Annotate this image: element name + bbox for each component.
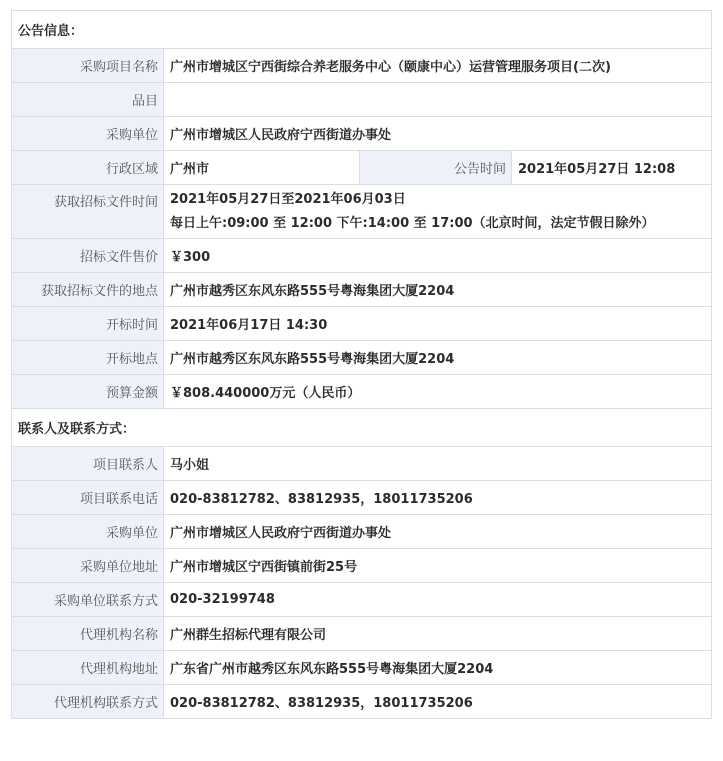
label-budget: 预算金额 [12, 375, 164, 409]
value-budget: ￥808.440000万元（人民币） [164, 375, 712, 409]
label-purchaser: 采购单位 [12, 117, 164, 151]
label-publish-time: 公告时间 [360, 151, 512, 185]
row-region-and-time [12, 151, 712, 185]
row-category [12, 83, 712, 117]
row-contact-phone [12, 481, 712, 515]
label-contact-person: 项目联系人 [12, 447, 164, 481]
row-agency-name [12, 617, 712, 651]
row-purchaser-address [12, 549, 712, 583]
row-doc-place [12, 273, 712, 307]
label-agency-address: 代理机构地址 [12, 651, 164, 685]
doc-time-daily-hours: 每日上午:09:00 至 12:00 下午:14:00 至 17:00（北京时间，法定节假日除外） [170, 215, 655, 231]
section-title-contact: 联系人及联系方式： [12, 409, 712, 447]
row-contact-person [12, 447, 712, 481]
section-title-notice: 公告信息： [12, 11, 712, 49]
row-purchaser-contact [12, 583, 712, 617]
label-purchaser-2: 采购单位 [12, 515, 164, 549]
label-agency-contact: 代理机构联系方式 [12, 685, 164, 719]
label-purchaser-address: 采购单位地址 [12, 549, 164, 583]
row-open-time [12, 307, 712, 341]
label-contact-phone: 项目联系电话 [12, 481, 164, 515]
value-purchaser-2: 广州市增城区人民政府宁西街道办事处 [164, 515, 712, 549]
announcement-info-table [11, 10, 712, 719]
row-project-name [12, 49, 712, 83]
value-open-place: 广州市越秀区东风东路555号粤海集团大厦2204 [164, 341, 712, 375]
value-category [164, 83, 712, 117]
row-open-place [12, 341, 712, 375]
value-purchaser-contact: 020-32199748 [164, 583, 712, 617]
announcement-info-table-container [11, 10, 711, 719]
label-category: 品目 [12, 83, 164, 117]
value-agency-contact: 020-83812782、83812935，18011735206 [164, 685, 712, 719]
row-purchaser [12, 117, 712, 151]
label-open-place: 开标地点 [12, 341, 164, 375]
row-agency-contact [12, 685, 712, 719]
value-agency-address: 广东省广州市越秀区东风东路555号粤海集团大厦2204 [164, 651, 712, 685]
value-purchaser: 广州市增城区人民政府宁西街道办事处 [164, 117, 712, 151]
value-agency-name: 广州群生招标代理有限公司 [164, 617, 712, 651]
value-contact-phone: 020-83812782、83812935，18011735206 [164, 481, 712, 515]
row-agency-address [12, 651, 712, 685]
value-doc-time [164, 185, 712, 239]
label-purchaser-contact: 采购单位联系方式 [12, 583, 164, 617]
label-doc-price: 招标文件售价 [12, 239, 164, 273]
value-region: 广州市 [164, 151, 360, 185]
value-open-time: 2021年06月17日 14:30 [164, 307, 712, 341]
value-doc-price: ￥300 [164, 239, 712, 273]
row-doc-time [12, 185, 712, 239]
label-doc-time: 获取招标文件时间 [12, 185, 164, 239]
value-publish-time: 2021年05月27日 12:08 [512, 151, 712, 185]
row-budget [12, 375, 712, 409]
value-purchaser-address: 广州市增城区宁西街镇前街25号 [164, 549, 712, 583]
label-doc-place: 获取招标文件的地点 [12, 273, 164, 307]
value-contact-person: 马小姐 [164, 447, 712, 481]
section-header-contact [12, 409, 712, 447]
doc-time-date-range: 2021年05月27日至2021年06月03日 [170, 191, 406, 207]
row-doc-price [12, 239, 712, 273]
label-open-time: 开标时间 [12, 307, 164, 341]
label-project-name: 采购项目名称 [12, 49, 164, 83]
value-project-name: 广州市增城区宁西街综合养老服务中心（颐康中心）运营管理服务项目(二次) [164, 49, 712, 83]
label-region: 行政区域 [12, 151, 164, 185]
section-header-notice [12, 11, 712, 49]
label-agency-name: 代理机构名称 [12, 617, 164, 651]
value-doc-place: 广州市越秀区东风东路555号粤海集团大厦2204 [164, 273, 712, 307]
row-purchaser-2 [12, 515, 712, 549]
